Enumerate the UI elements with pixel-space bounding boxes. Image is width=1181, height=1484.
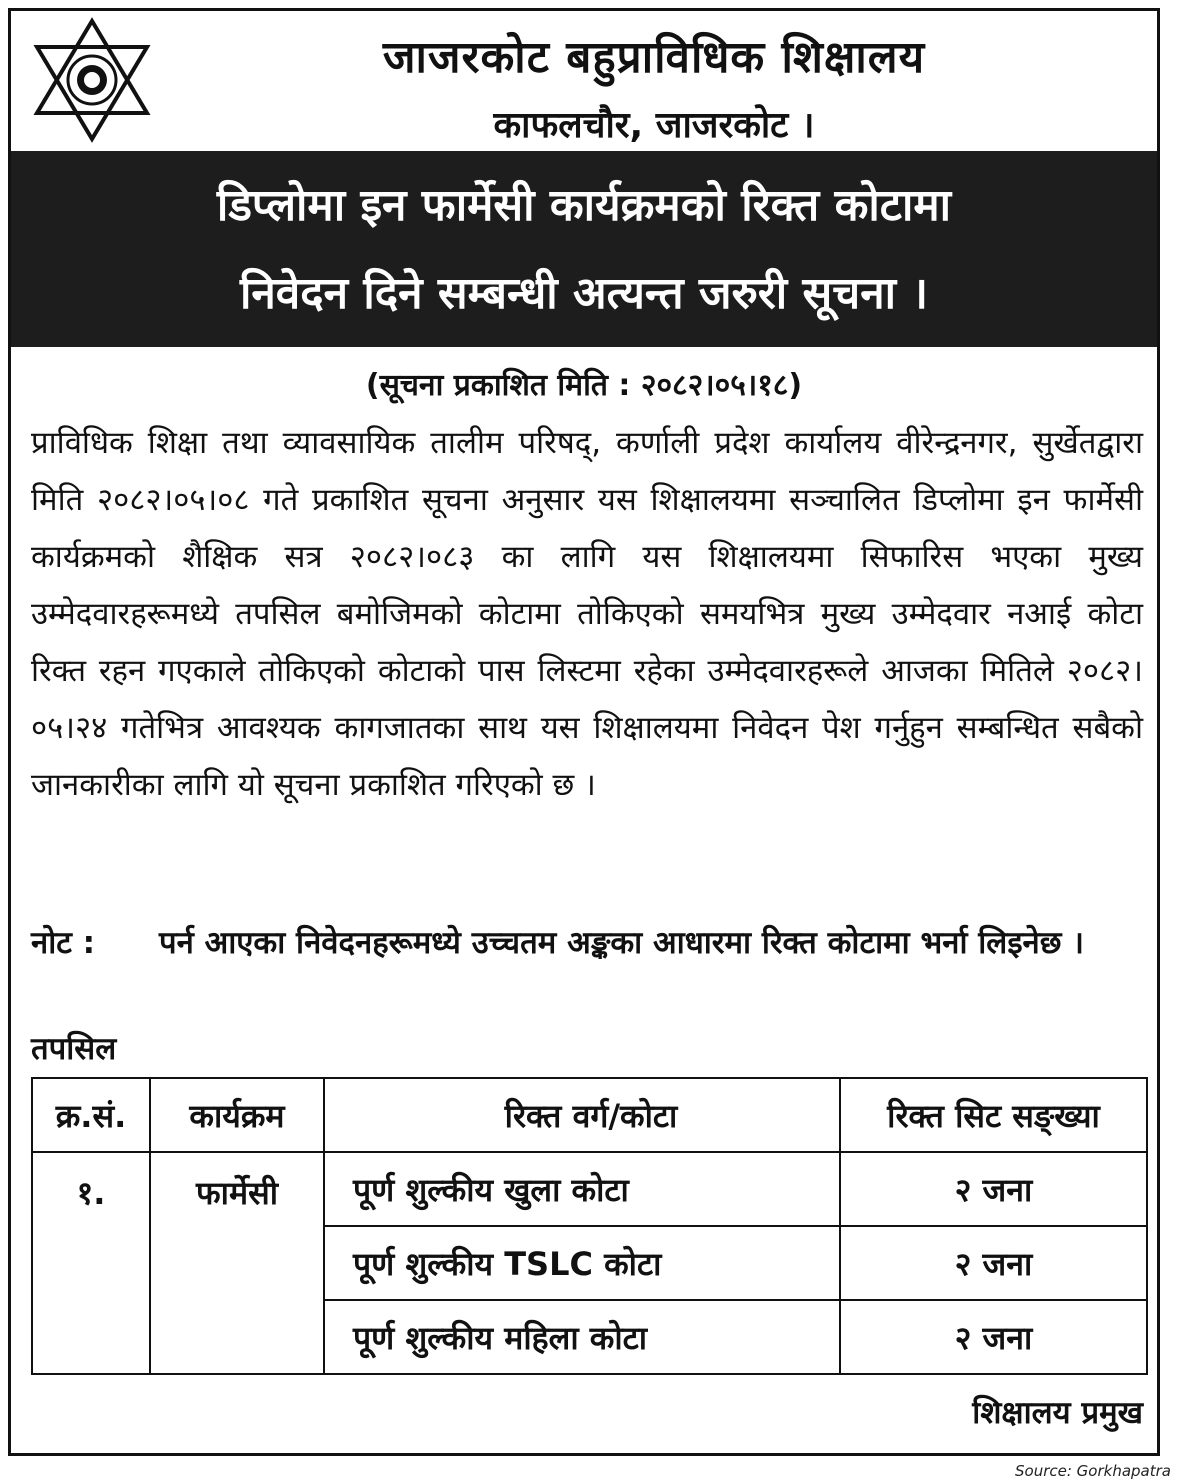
serial-cell: १. — [32, 1152, 150, 1374]
seats-cell: २ जना — [840, 1226, 1147, 1300]
quota-cell: पूर्ण शुल्कीय खुला कोटा — [324, 1152, 840, 1226]
banner-line-2: निवेदन दिने सम्बन्धी अत्यन्त जरुरी सूचना । — [239, 268, 929, 319]
program-cell: फार्मेसी — [150, 1152, 324, 1374]
seats-cell: २ जना — [840, 1152, 1147, 1226]
table-header-row — [32, 1078, 1147, 1152]
header-program: कार्यक्रम — [150, 1078, 324, 1152]
notice-frame — [8, 8, 1160, 1456]
quota-cell: पूर्ण शुल्कीय TSLC कोटा — [324, 1226, 840, 1300]
institution-title: जाजरकोट बहुप्राविधिक शिक्षालय — [382, 32, 926, 83]
header-seats: रिक्त सिट सङ्ख्या — [840, 1078, 1147, 1152]
source-credit: Source: Gorkhapatra — [1015, 1462, 1171, 1480]
header-serial: क्र.सं. — [32, 1078, 150, 1152]
table-row — [32, 1152, 1147, 1226]
institution-address: काफलचौर, जाजरकोट । — [493, 105, 815, 146]
note-text: पर्न आएका निवेदनहरूमध्ये उच्चतम अङ्कका आधारमा रिक्त कोटामा भर्ना लिइनेछ । — [159, 925, 1085, 961]
notice-banner — [11, 151, 1157, 347]
signature: शिक्षालय प्रमुख — [972, 1395, 1143, 1431]
banner-line-1: डिप्लोमा इन फार्मेसी कार्यक्रमको रिक्त कोटामा — [216, 180, 952, 231]
schedule-label: तपसिल — [31, 1031, 117, 1067]
note-label: नोट : — [31, 925, 96, 961]
quota-cell: पूर्ण शुल्कीय महिला कोटा — [324, 1300, 840, 1374]
nepal-government-emblem-icon — [29, 17, 155, 143]
notice-body: प्राविधिक शिक्षा तथा व्यावसायिक तालीम परिषद्, कर्णाली प्रदेश कार्यालय वीरेन्द्रनगर, सुर्खेतद्वारा मिति २०८२।०५।०८ गते प्रकाशित सूचना अनुसार यस शिक्षालयमा सञ्चालित डिप्लोमा इन फार्मेसी कार्यक्रमको शैक्षिक सत्र २०८२।०८३ का लागि यस शिक्षालयमा सिफारिस भएका मुख्य उम्मेदवारहरूमध्ये तपसिल बमोजिमको कोटामा तोकिएको समयभित्र मुख्य उम्मेदवार नआई कोटा रिक्त रहन गएकाले तोकिएको कोटाको पास लिस्टमा रहेका उम्मेदवारहरूले आजका मितिले २०८२।०५।२४ गतेभित्र आवश्यक कागजातका साथ यस शिक्षालयमा निवेदन पेश गर्नुहुन सम्बन्धित सबैको जानकारीका लागि यो सूचना प्रकाशित गरिएको छ । — [31, 425, 1143, 803]
seats-cell: २ जना — [840, 1300, 1147, 1374]
published-date: (सूचना प्रकाशित मिति : २०८२।०५।१८) — [365, 368, 803, 403]
quota-table — [31, 1077, 1148, 1375]
header-quota: रिक्त वर्ग/कोटा — [324, 1078, 840, 1152]
notice-header — [11, 11, 1157, 151]
